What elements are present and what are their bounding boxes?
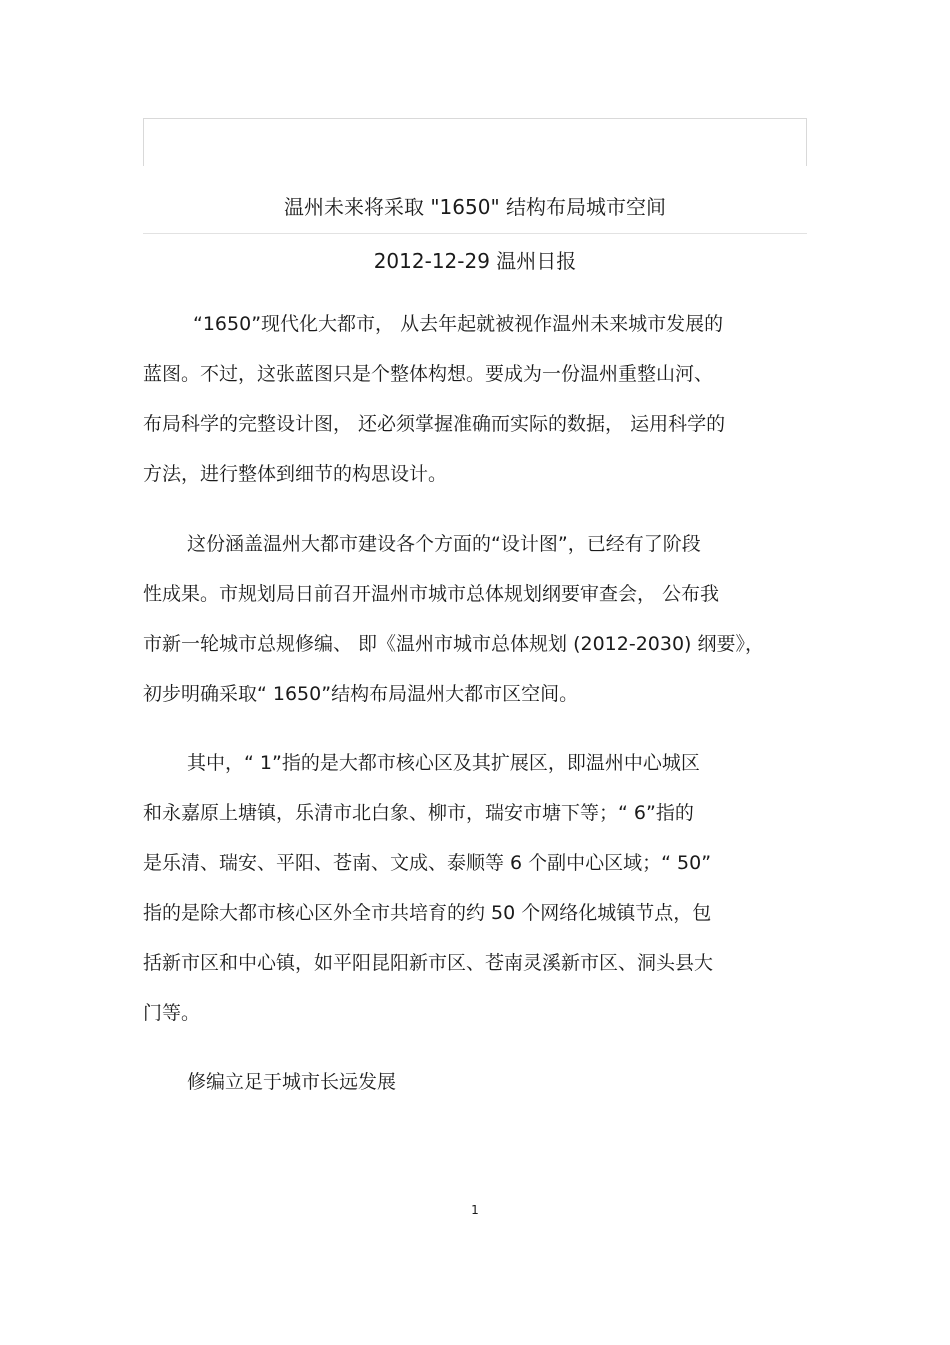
paragraph-line: 方法，进行整体到细节的构思设计。	[143, 463, 448, 485]
paragraph-line: 括新市区和中心镇，如平阳昆阳新市区、苍南灵溪新市区、洞头县大	[143, 952, 714, 974]
paragraph-line: 门等。	[143, 1002, 201, 1024]
paragraph-line: 和永嘉原上塘镇，乐清市北白象、柳市，瑞安市塘下等；“ 6”指的	[143, 802, 694, 824]
paragraph-line: 初步明确采取“ 1650”结构布局温州大都市区空间。	[143, 683, 579, 705]
paragraph-line: 其中，“ 1”指的是大都市核心区及其扩展区，即温州中心城区	[187, 752, 700, 774]
paragraph-line: 指的是除大都市核心区外全市共培育的约 50 个网络化城镇节点，包	[143, 902, 712, 924]
article-date-source: 2012-12-29 温州日报	[373, 249, 577, 273]
paragraph-line: 市新一轮城市总规修编、 即《温州市城市总体规划 (2012-2030) 纲要》，	[143, 633, 765, 655]
title-divider	[143, 233, 807, 234]
article-title: 温州未来将采取 "1650" 结构布局城市空间	[283, 195, 666, 219]
header-frame	[143, 118, 807, 166]
paragraph-line: 布局科学的完整设计图， 还必须掌握准确而实际的数据， 运用科学的	[143, 413, 726, 435]
paragraph-line: 蓝图。不过，这张蓝图只是个整体构想。要成为一份温州重整山河、	[143, 363, 714, 385]
paragraph-line: 性成果。市规划局日前召开温州市城市总体规划纲要审查会， 公布我	[143, 583, 720, 605]
paragraph-line: “1650”现代化大都市， 从去年起就被视作温州未来城市发展的	[193, 313, 724, 335]
page-number: 1	[471, 1203, 479, 1217]
paragraph-line: 是乐清、瑞安、平阳、苍南、文成、泰顺等 6 个副中心区域；“ 50”	[143, 852, 712, 874]
section-heading: 修编立足于城市长远发展	[187, 1071, 397, 1093]
paragraph-line: 这份涵盖温州大都市建设各个方面的“设计图”，已经有了阶段	[187, 533, 701, 555]
